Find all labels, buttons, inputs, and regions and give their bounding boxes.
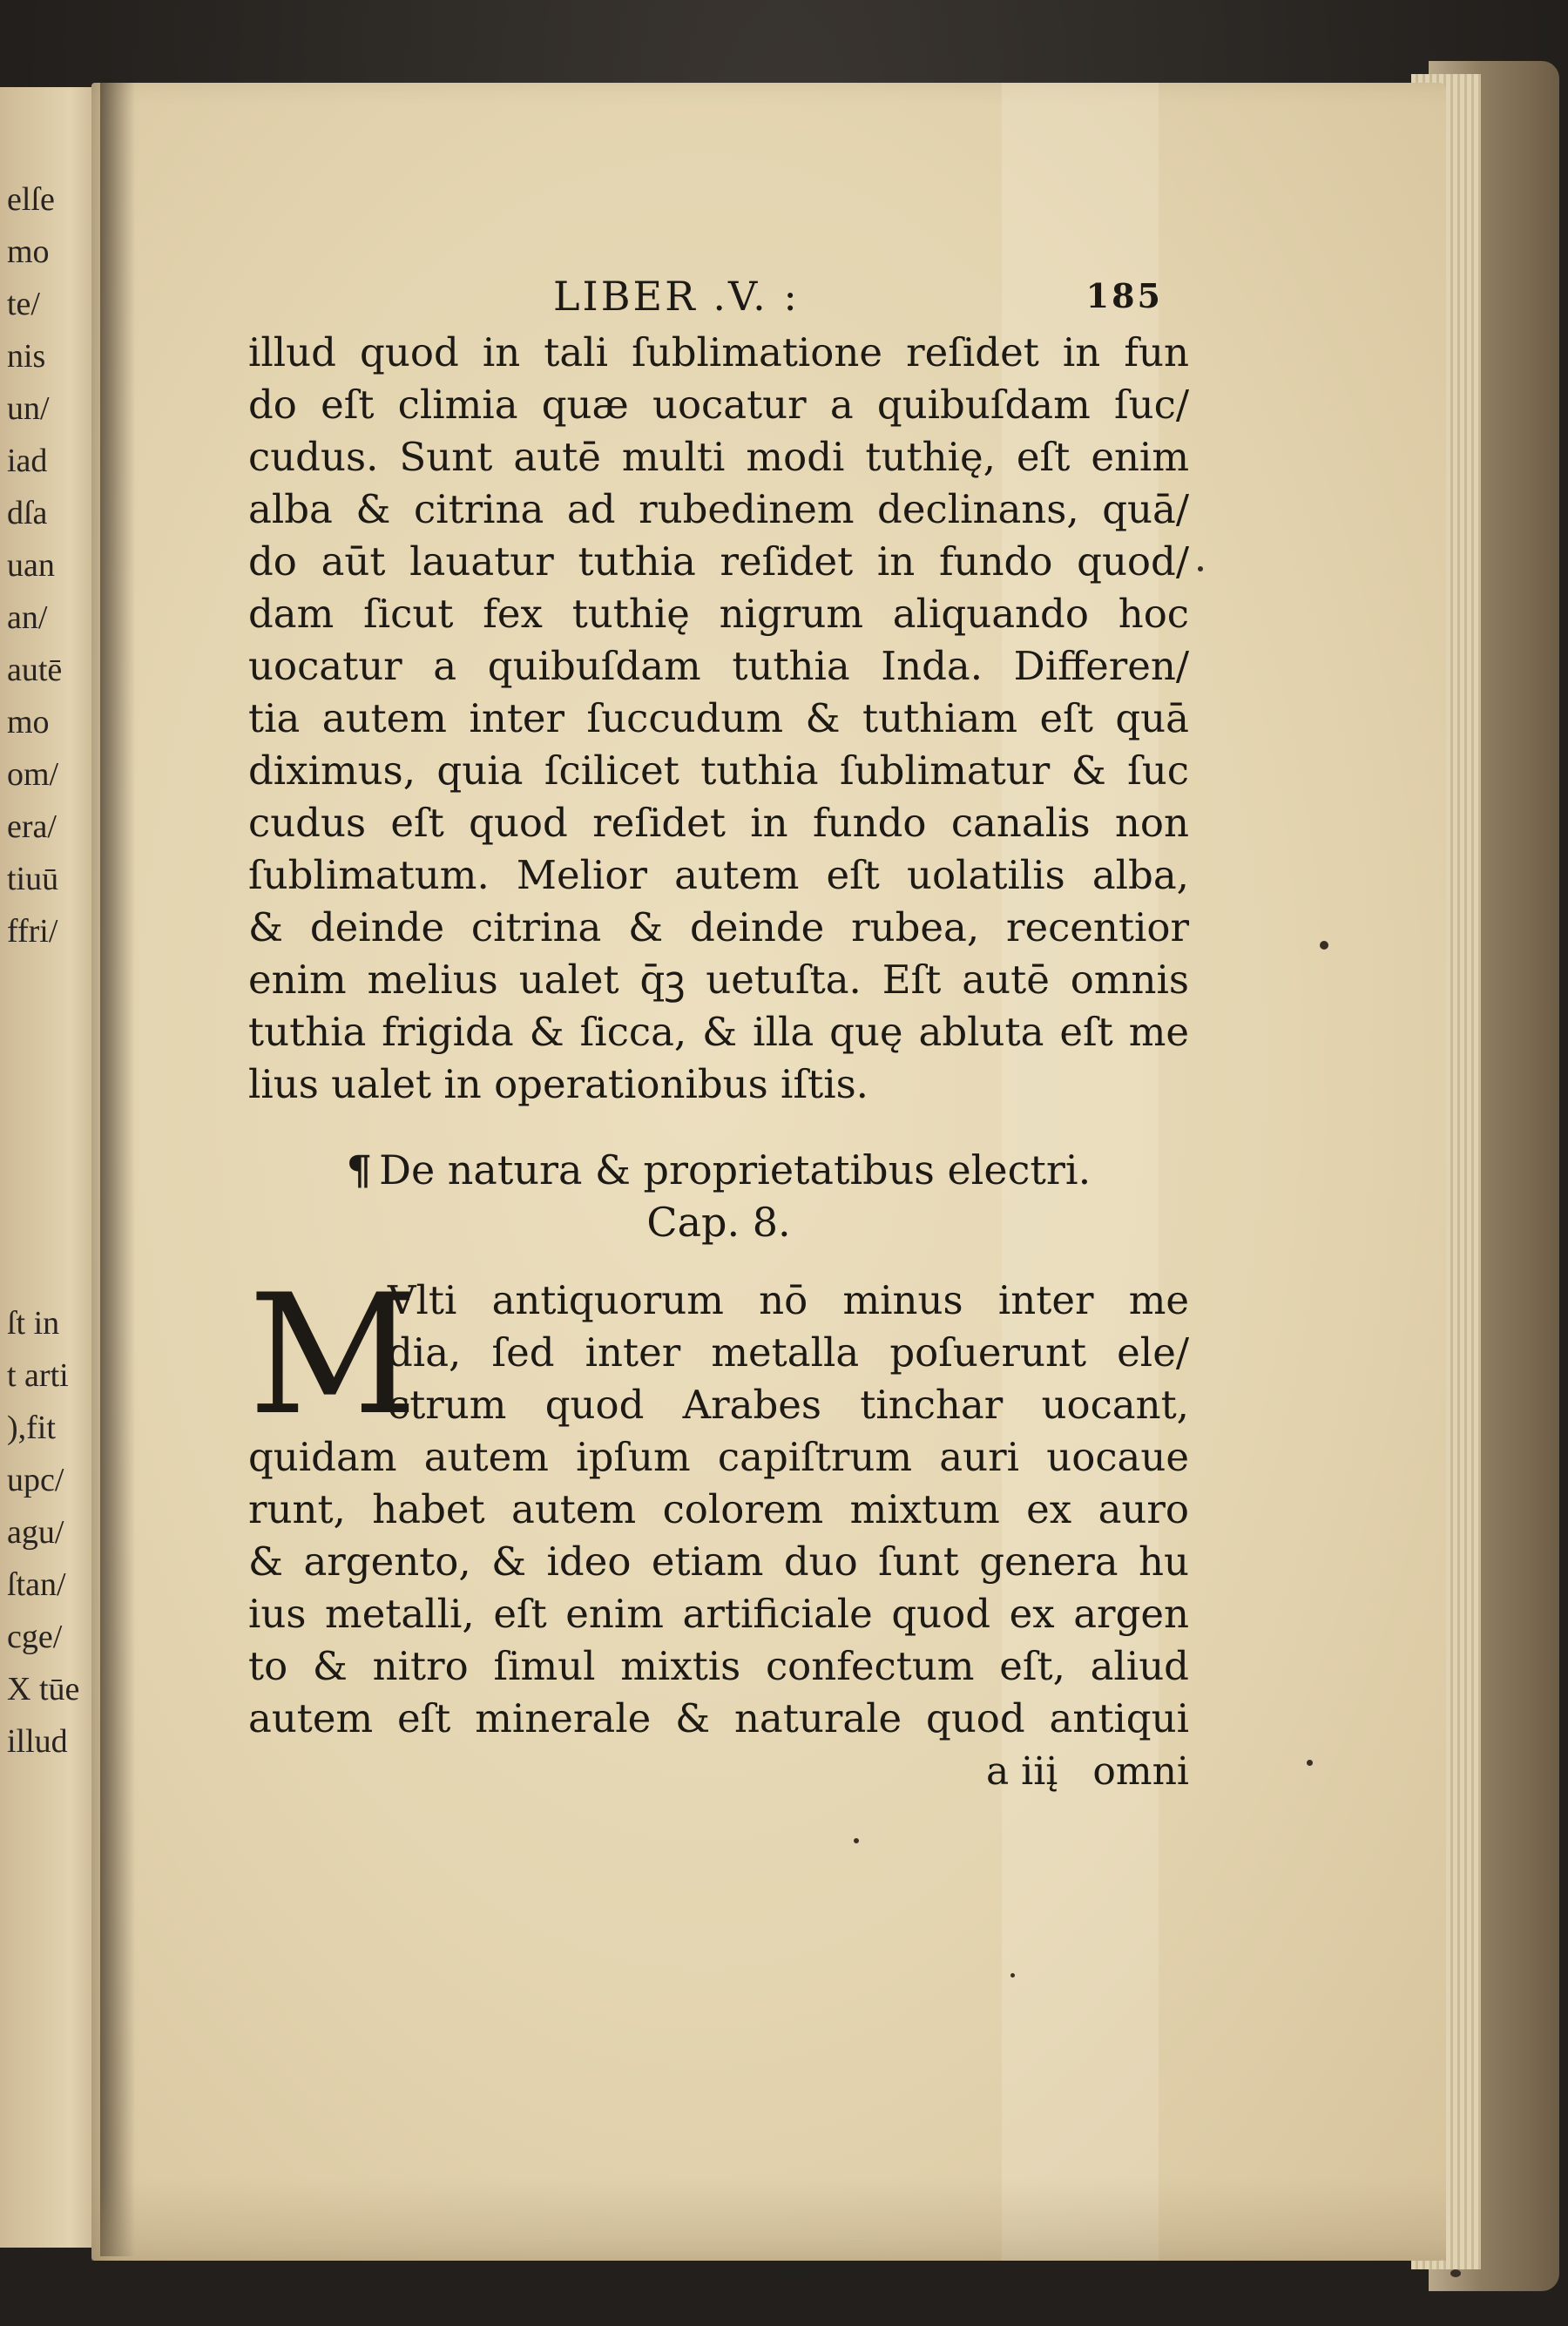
text-line: diximus, quia ſcilicet tuthia ſublimatur & ſuc — [248, 747, 1189, 794]
text-line: tia autem inter ſuccudum & tuthiam eſt quā — [248, 695, 1189, 741]
left-fragment: illud — [7, 1723, 68, 1760]
left-fragment: uan — [7, 547, 55, 584]
ink-speck — [1307, 1760, 1313, 1766]
text-line: tuthia frigida & ſicca, & illa quę abluta eſt me — [248, 1009, 1189, 1055]
text-line: do eſt climia quæ uocatur a quibuſdam ſuc/ — [248, 382, 1189, 428]
text-line: cudus eſt quod reſidet in fundo canalis non — [248, 800, 1189, 846]
text-line: dam ſicut fex tuthię nigrum aliquando hoc — [248, 591, 1189, 637]
chapter-heading — [248, 1144, 1189, 1248]
ink-speck — [1010, 1973, 1015, 1978]
left-fragment: era/ — [7, 808, 57, 845]
text-line: illud quod in tali ſublimatione reſidet in fun — [248, 329, 1189, 375]
text-line: uocatur a quibuſdam tuthia Inda. Differen/ — [248, 643, 1189, 689]
left-fragment: ffri/ — [7, 913, 58, 950]
running-head-title: LIBER .V. : — [553, 273, 800, 320]
folio-number: 185 — [1085, 276, 1163, 315]
left-fragment: dſa — [7, 495, 48, 531]
left-fragment: un/ — [7, 390, 50, 427]
left-fragment: autē — [7, 652, 63, 688]
ink-speck — [1198, 566, 1203, 571]
paragraph — [248, 327, 1189, 1111]
ink-speck — [1450, 2269, 1461, 2277]
text-block — [248, 266, 1189, 1797]
running-head — [248, 266, 1189, 327]
text-line: autem eſt minerale & naturale quod antiqui — [248, 1695, 1189, 1741]
left-fragment: an/ — [7, 599, 48, 636]
text-line: ius metalli, eſt enim artificiale quod ex argen — [248, 1591, 1189, 1637]
text-line: dia, ſed inter metalla poſuerunt ele/ — [388, 1329, 1189, 1376]
text-line-last: lius ualet in operationibus iſtis. — [248, 1061, 868, 1107]
ink-speck — [854, 1838, 859, 1843]
text-line: ctrum quod Arabes tinchar uocant, — [388, 1382, 1189, 1428]
text-line: ſublimatum. Melior autem eſt uolatilis alba, — [248, 852, 1189, 898]
signature-line — [248, 1745, 1189, 1797]
left-fragment: mo — [7, 233, 50, 270]
left-fragment: om/ — [7, 756, 59, 793]
left-fragment: t arti — [7, 1357, 69, 1394]
left-fragment: iad — [7, 443, 48, 479]
ink-speck — [1320, 941, 1328, 950]
text-line: alba & citrina ad rubedinem declinans, quā/ — [248, 486, 1189, 532]
text-line: & deinde citrina & deinde rubea, recentior — [248, 904, 1189, 950]
left-fragment: ſtan/ — [7, 1566, 66, 1603]
text-line: Vlti antiquorum nō minus inter me — [388, 1277, 1189, 1323]
left-fragment: agu/ — [7, 1514, 64, 1551]
chapter-number: Cap. 8. — [646, 1199, 791, 1246]
text-line: cudus. Sunt autē multi modi tuthię, eſt enim — [248, 434, 1189, 480]
left-fragment: mo — [7, 704, 50, 740]
text-line: runt, habet autem colorem mixtum ex auro — [248, 1486, 1189, 1532]
pilcrow-mark: ¶ — [346, 1146, 373, 1193]
left-fragment: nis — [7, 338, 46, 375]
text-line: do aūt lauatur tuthia reſidet in fundo quod/ — [248, 538, 1189, 585]
chapter-title: De natura & proprietatibus electri. — [379, 1146, 1092, 1193]
left-fragment: ſt in — [7, 1305, 60, 1342]
drop-cap: M — [248, 1259, 418, 1451]
left-fragment: cge/ — [7, 1619, 63, 1655]
gutter-shadow — [100, 78, 135, 2256]
catchword: omni — [1092, 1749, 1189, 1794]
left-fragment: upc/ — [7, 1462, 64, 1498]
left-fragment: X tūe — [7, 1671, 80, 1707]
signature-mark: a iiį — [985, 1749, 1058, 1794]
text-line: quidam autem ipſum capiſtrum auri uocaue — [248, 1434, 1189, 1480]
left-fragment: te/ — [7, 286, 40, 322]
page-bottom-wear — [91, 2178, 1446, 2261]
text-line: & argento, & ideo etiam duo ſunt genera hu — [248, 1538, 1189, 1585]
chapter-body — [248, 1259, 1189, 1797]
text-line: enim melius ualet q̄ꝫ uetuſta. Eſt autē omnis — [248, 957, 1189, 1003]
left-fragment: elſe — [7, 181, 55, 218]
left-fragment: tiuū — [7, 861, 59, 897]
text-line: to & nitro ſimul mixtis confectum eſt, aliud — [248, 1643, 1189, 1689]
left-fragment: ),fit — [7, 1410, 56, 1446]
